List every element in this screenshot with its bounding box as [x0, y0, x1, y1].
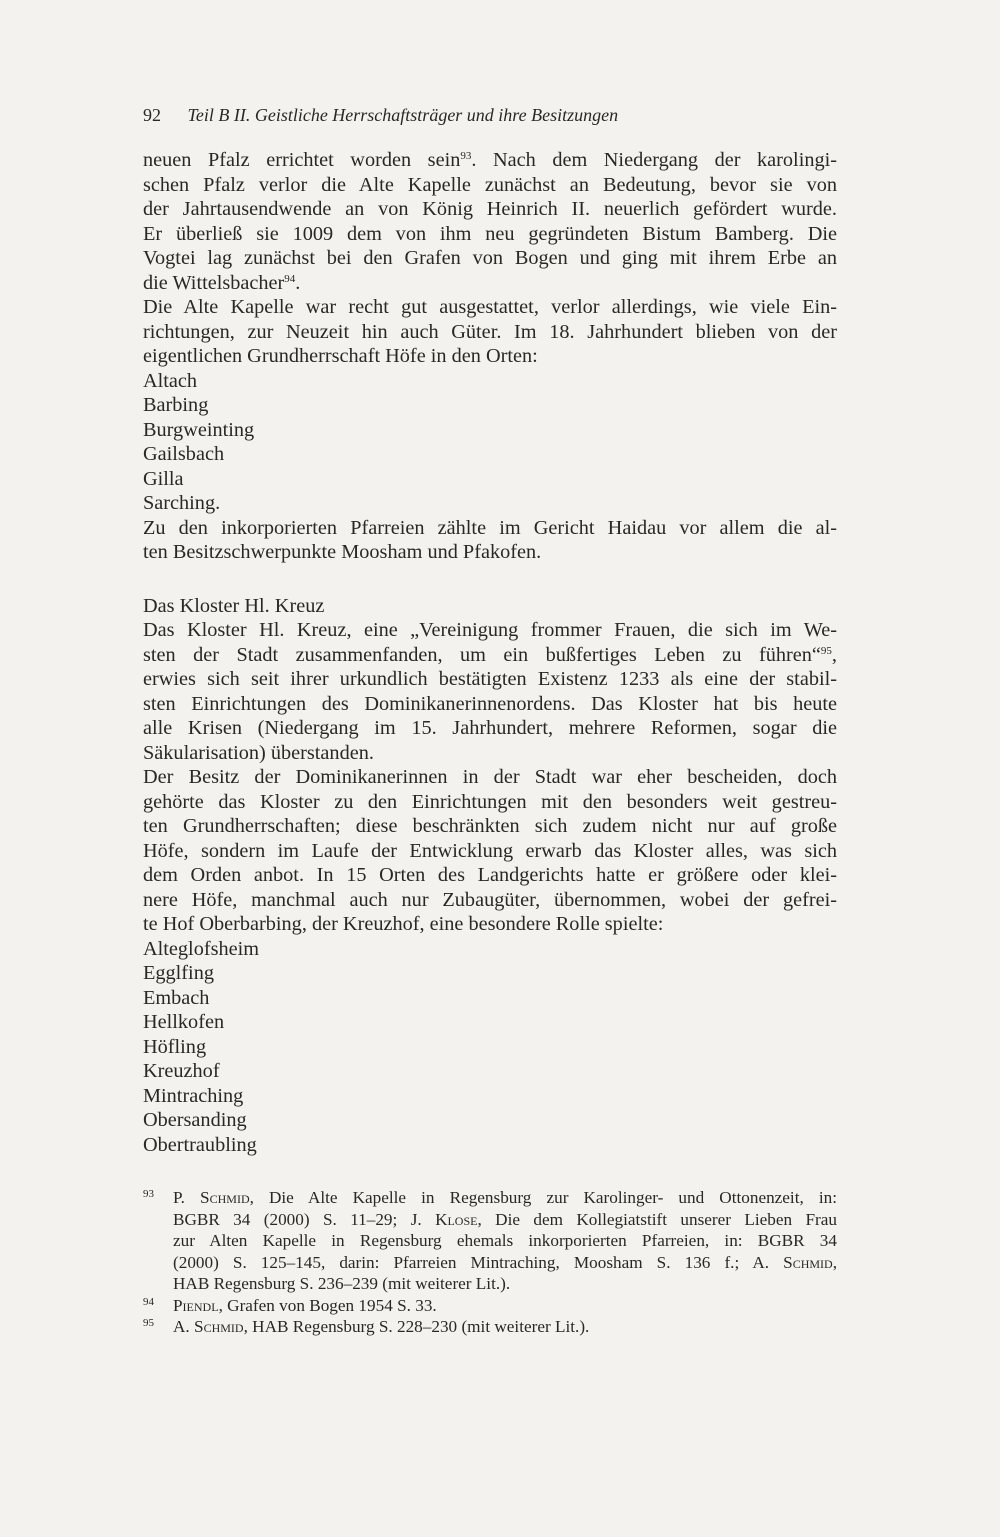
paragraph-1 [143, 148, 837, 295]
text-line: Er überließ sie 1009 dem von ihm neu gegründeten Bistum Bamberg. Die [143, 222, 837, 245]
page-number: 92 [143, 105, 161, 125]
text-line: ten Grundherrschaften; diese beschränkten sich zudem nicht nur auf große [143, 815, 837, 837]
text-line: ten Besitzschwerpunkte Moosham und Pfakofen. [143, 541, 542, 563]
footnote-line: A. Schmid, HAB Regensburg S. 228–230 (mit weiterer Lit.). [173, 1317, 590, 1336]
paragraph-4 [143, 618, 837, 765]
footnote-ref-93[interactable]: 93 [460, 150, 472, 162]
list-item: Burgweinting [143, 418, 255, 441]
footnote-line: Piendl, Grafen von Bogen 1954 S. 33. [173, 1295, 437, 1315]
list-item: Embach [143, 986, 210, 1009]
text-line: Der Besitz der Dominikanerinnen in der Stadt war eher bescheiden, doch [143, 766, 837, 788]
footnote-number: 93 [143, 1188, 154, 1200]
text-line: Die Alte Kapelle war recht gut ausgestattet, verlor allerdings, wie viele Ein- [143, 296, 837, 318]
footnote-93 [143, 1187, 837, 1295]
footnote-94 [143, 1295, 837, 1317]
footnote-line: P. Schmid, Die Alte Kapelle in Regensburg zur Karolinger- und Ottonenzeit, in: [173, 1188, 837, 1207]
place-list-hl-kreuz [143, 937, 837, 1158]
text-line: nere Höfe, manchmal auch nur Zubaugüter, übernommen, wobei der gefrei- [143, 888, 837, 911]
list-item: Mintraching [143, 1084, 244, 1107]
list-item: Höfling [143, 1035, 207, 1058]
text-line: dem Orden anbot. In 15 Orten des Landgerichts hatte er größere oder klei- [143, 864, 837, 886]
list-item: Gailsbach [143, 443, 225, 465]
list-item: Egglfing [143, 962, 214, 984]
text-line: eigentlichen Grundherrschaft Höfe in den Orten: [143, 345, 538, 367]
list-item: Altach [143, 369, 198, 392]
text-line: erwies sich seit ihrer urkundlich bestätigten Existenz 1233 als eine der stabil- [143, 668, 837, 690]
text-line: Säkularisation) überstanden. [143, 741, 374, 764]
footnote-number: 94 [143, 1295, 154, 1308]
paragraph-2 [143, 295, 837, 369]
paragraph-3 [143, 516, 837, 565]
footnotes [143, 1187, 837, 1338]
footnote-number: 95 [143, 1317, 154, 1329]
text-line: sten Einrichtungen des Dominikanerinnenordens. Das Kloster hat bis heute [143, 692, 837, 715]
text-line: sten der Stadt zusammenfanden, um ein bußfertiges Leben zu führen“$^{95}$, [143, 643, 837, 666]
paragraph-5 [143, 765, 837, 937]
text-line: die Wittelsbacher$^{94}$. [143, 271, 301, 294]
text-line: gehörte das Kloster zu den Einrichtungen mit den besonders weit gestreu- [143, 790, 837, 813]
section-heading: Das Kloster Hl. Kreuz [143, 594, 325, 617]
text-line: Höfe, sondern im Laufe der Entwicklung erwarb das Kloster alles, was sich [143, 839, 837, 862]
text-line: schen Pfalz verlor die Alte Kapelle zunächst an Bedeutung, bevor sie von [143, 173, 837, 196]
running-title: Teil B II. Geistliche Herrschaftsträger und ihre Besitzungen [187, 105, 619, 125]
footnote-line: BGBR 34 (2000) S. 11–29; J. Klose, Die dem Kollegiatstift unserer Lieben Frau [173, 1209, 837, 1229]
list-item: Barbing [143, 394, 209, 416]
running-head [143, 103, 618, 127]
list-item: Gilla [143, 467, 184, 490]
text-line: te Hof Oberbarbing, der Kreuzhof, eine besondere Rolle spielte: [143, 913, 664, 935]
text-line: der Jahrtausendwende an von König Heinrich II. neuerlich gefördert wurde. [143, 198, 837, 220]
text-line: Das Kloster Hl. Kreuz, eine „Vereinigung frommer Frauen, die sich im We- [143, 619, 837, 641]
place-list-alte-kapelle [143, 369, 837, 516]
text-line: Zu den inkorporierten Pfarreien zählte im Gericht Haidau vor allem die al- [143, 516, 837, 539]
text-line: neuen Pfalz errichtet worden sein$^{93}$. Nach dem Niedergang der karolingi- [143, 149, 837, 171]
list-item: Kreuzhof [143, 1060, 220, 1082]
list-item: Obertraubling [143, 1133, 257, 1156]
footnote-ref-94[interactable]: 94 [284, 272, 296, 285]
text-line: richtungen, zur Neuzeit hin auch Güter. Im 18. Jahrhundert blieben von der [143, 320, 837, 343]
footnote-line: (2000) S. 125–145, darin: Pfarreien Mintraching, Moosham S. 136 f.; A. Schmid, [173, 1252, 837, 1272]
footnote-95 [143, 1316, 837, 1338]
footnote-ref-95[interactable]: 95 [820, 644, 832, 657]
list-item: Obersanding [143, 1109, 247, 1131]
footnote-line: zur Alten Kapelle in Regensburg ehemals inkorporierten Pfarreien, in: BGBR 34 [173, 1231, 837, 1250]
main-text [143, 148, 837, 1157]
list-item: Sarching. [143, 492, 221, 514]
text-line: alle Krisen (Niedergang im 15. Jahrhundert, mehrere Reformen, sogar die [143, 717, 837, 739]
footnote-line: HAB Regensburg S. 236–239 (mit weiterer Lit.). [173, 1274, 511, 1293]
list-item: Alteglofsheim [143, 937, 260, 960]
list-item: Hellkofen [143, 1011, 225, 1033]
text-line: Vogtei lag zunächst bei den Grafen von Bogen und ging mit ihrem Erbe an [143, 247, 837, 269]
